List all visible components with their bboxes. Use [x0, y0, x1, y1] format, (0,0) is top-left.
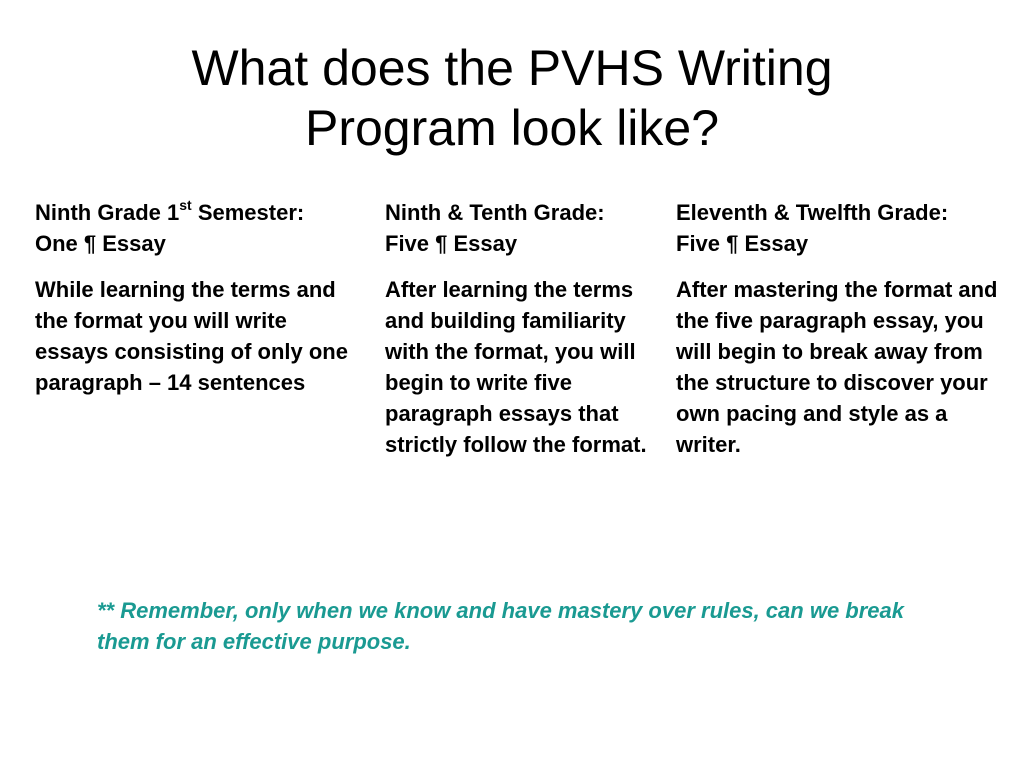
- reminder-note: ** Remember, only when we know and have mastery over rules, can we break them for an effective purpose.: [97, 598, 904, 654]
- column-heading: [35, 197, 365, 259]
- column-body: After mastering the format and the five paragraph essay, you will begin to break away from the structure to discover your own pacing and style as a writer.: [676, 277, 998, 457]
- column-heading: [676, 197, 1006, 259]
- column-ninth-grade-first-semester: [35, 197, 365, 398]
- column-heading-line-2: Five ¶ Essay: [676, 231, 809, 256]
- column-heading-line-1: Ninth & Tenth Grade:: [385, 200, 605, 225]
- heading-text-post: Semester:: [191, 200, 305, 225]
- column-heading-line-2: One ¶ Essay: [35, 231, 166, 256]
- column-heading-line-1: [35, 197, 365, 228]
- ordinal-superscript: st: [179, 196, 192, 213]
- column-body: After learning the terms and building familiarity with the format, you will begin to write five paragraph essays that strictly follow the format.: [385, 277, 647, 457]
- heading-text-pre: Ninth Grade 1: [35, 200, 180, 225]
- column-eleventh-twelfth-grade: [676, 197, 1006, 460]
- column-heading-line-2: Five ¶ Essay: [385, 231, 518, 256]
- column-body: While learning the terms and the format you will write essays consisting of only one paragraph – 14 sentences: [35, 277, 348, 395]
- column-heading: [385, 197, 670, 259]
- slide-title-line-2: Program look like?: [304, 100, 720, 156]
- slide-title: [0, 38, 1024, 158]
- column-ninth-tenth-grade: [385, 197, 670, 460]
- column-heading-line-1: Eleventh & Twelfth Grade:: [676, 200, 949, 225]
- slide-title-line-1: What does the PVHS Writing: [191, 40, 833, 96]
